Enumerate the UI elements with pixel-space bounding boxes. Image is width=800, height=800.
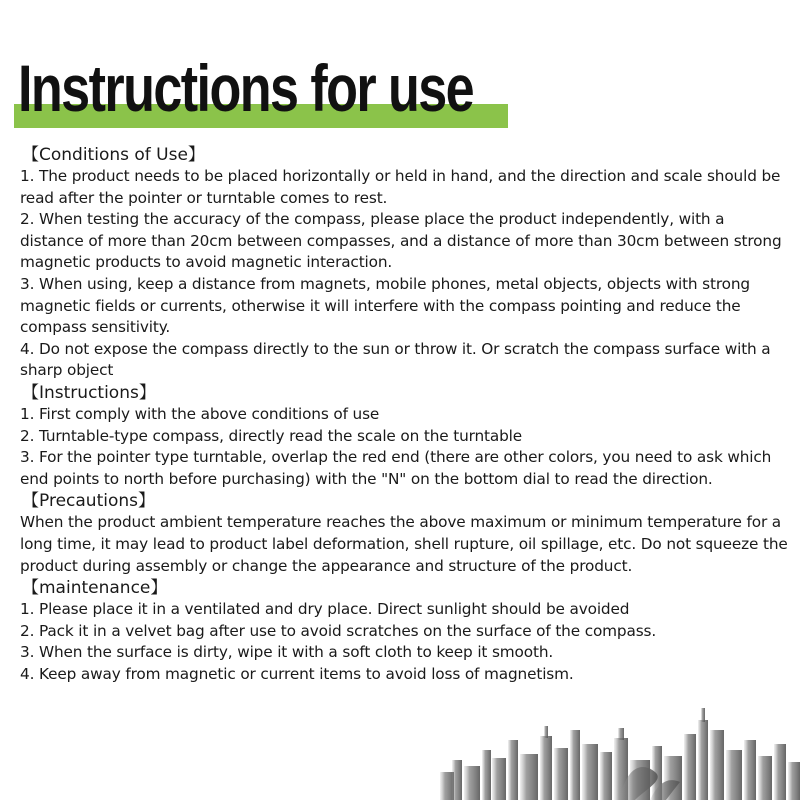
section-instructions bbox=[20, 382, 790, 490]
list-item: 3. When the surface is dirty, wipe it with a soft cloth to keep it smooth. bbox=[20, 643, 554, 662]
list-item: 2. Turntable-type compass, directly read the scale on the turntable bbox=[20, 426, 523, 445]
section-heading: 【maintenance】 bbox=[22, 578, 168, 599]
list-item: 2. When testing the accuracy of the compass, please place the product independently, with a distance of more than 20cm between compasses, and a distance of more than 30cm between strong magnetic products to avoid magnetic interaction. bbox=[20, 210, 782, 272]
title-block bbox=[14, 51, 508, 128]
section-precautions bbox=[20, 490, 790, 577]
page-title: Instructions for use bbox=[18, 51, 474, 125]
list-item: 2. Pack it in a velvet bag after use to avoid scratches on the surface of the compass. bbox=[20, 621, 657, 640]
list-item: 4. Do not expose the compass directly to the sun or throw it. Or scratch the compass surface with a sharp object bbox=[20, 339, 771, 380]
list-item: 1. First comply with the above conditions of use bbox=[20, 404, 380, 423]
paragraph: When the product ambient temperature reaches the above maximum or minimum temperature for a long time, it may lead to product label deformation, shell rupture, oil spillage, etc. Do not squeeze the product during assembly or change the appearance and structure of the product. bbox=[20, 513, 788, 575]
list-item: 4. Keep away from magnetic or current items to avoid loss of magnetism. bbox=[20, 664, 574, 683]
list-item: 1. Please place it in a ventilated and dry place. Direct sunlight should be avoided bbox=[20, 600, 630, 619]
list-item: 3. For the pointer type turntable, overlap the red end (there are other colors, you need to ask which end points to north before purchasing) with the "N" on the bottom dial to read the direction. bbox=[20, 448, 772, 488]
section-heading: 【Conditions of Use】 bbox=[22, 145, 205, 165]
list-item: 3. When using, keep a distance from magnets, mobile phones, metal objects, objects with strong magnetic fields or currents, otherwise it will interfere with the compass pointing and reduce the compass sensitivity. bbox=[20, 274, 750, 337]
list-item: 1. The product needs to be placed horizontally or held in hand, and the direction and scale should be read after the pointer or turntable comes to rest. bbox=[20, 167, 781, 207]
section-conditions-of-use bbox=[20, 144, 790, 382]
instructions-content bbox=[20, 144, 790, 685]
city-skyline-illustration bbox=[440, 700, 800, 800]
section-heading: 【Precautions】 bbox=[22, 491, 155, 512]
section-heading: 【Instructions】 bbox=[22, 382, 156, 403]
section-maintenance bbox=[20, 577, 790, 685]
